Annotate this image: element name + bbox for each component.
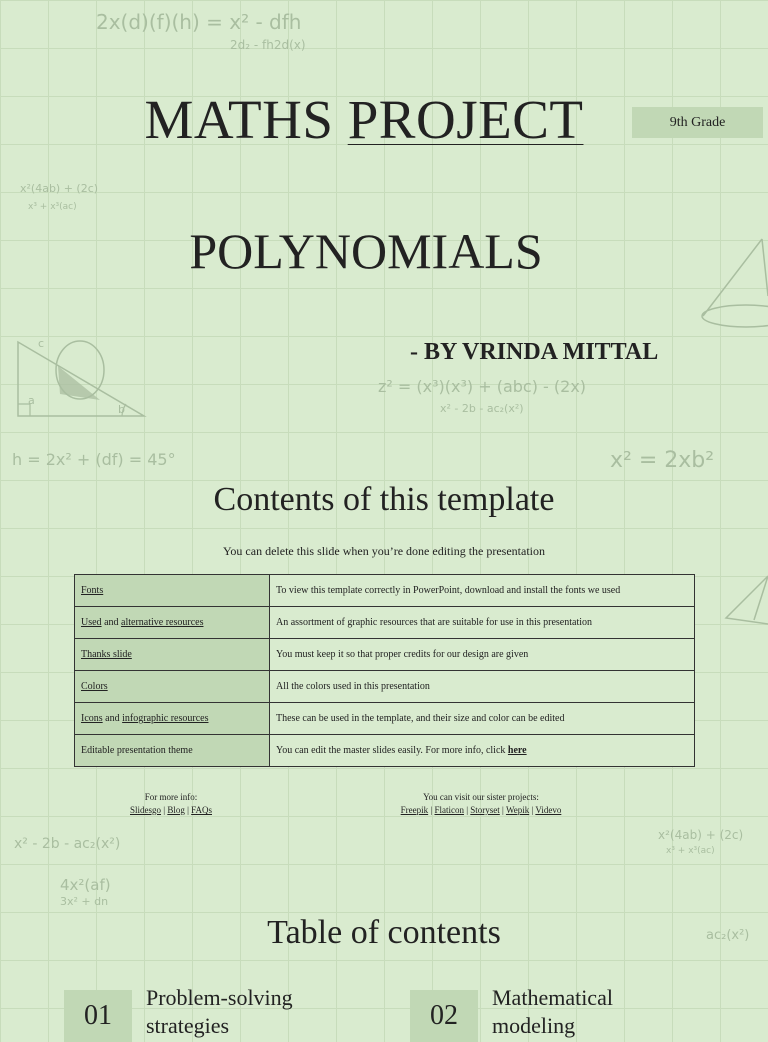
contents-item-link[interactable]: Thanks slide — [81, 649, 132, 660]
description-text: To view this template correctly in PowerPoint, download and install the fonts we used — [276, 585, 621, 596]
contents-row — [75, 735, 695, 767]
sister-link-videvo[interactable]: Videvo — [535, 805, 562, 815]
sister-link-flaticon[interactable]: Flaticon — [434, 805, 464, 815]
toc-title: Table of contents — [267, 914, 501, 951]
contents-row — [75, 671, 695, 703]
contents-row — [75, 575, 695, 607]
contents-item-name — [75, 607, 270, 639]
more-info-link-faqs[interactable]: FAQs — [191, 805, 212, 815]
author-line: - BY VRINDA MITTAL — [410, 339, 659, 365]
formula-decoration-left-denominator: x³ + x³(ac) — [28, 202, 77, 212]
sister-link-storyset[interactable]: Storyset — [470, 805, 500, 815]
description-text: You must keep it so that proper credits for our design are given — [276, 649, 529, 660]
contents-item-description — [270, 703, 695, 735]
page-title — [0, 88, 728, 151]
title-word-maths: MATHS — [144, 89, 334, 150]
contents-item-link[interactable]: alternative resources — [121, 617, 204, 628]
formula-decoration-bottom-left-2: 4x²(af) — [60, 876, 111, 894]
more-info-link-slidesgo[interactable]: Slidesgo — [130, 805, 162, 815]
formula-decoration-bottom-left-2-denominator: 3x² + dn — [60, 895, 109, 908]
more-info-block — [96, 791, 246, 817]
formula-decoration-left: x²(4ab) + (2c) — [20, 182, 99, 195]
more-info-label: For more info: — [144, 792, 198, 802]
contents-item-text: and — [102, 713, 123, 724]
sister-projects-label: You can visit our sister projects: — [423, 792, 539, 802]
description-text: All the colors used in this presentation — [276, 681, 430, 692]
formula-decoration-top: 2x(d)(f)(h) = x² - dfh — [96, 10, 302, 34]
title-word-project: PROJECT — [347, 89, 584, 150]
contents-row — [75, 607, 695, 639]
formula-decoration-right: x² = 2xb² — [610, 448, 715, 473]
contents-item-description — [270, 575, 695, 607]
contents-item-text: and — [101, 617, 122, 628]
contents-note: You can delete this slide when you’re done editing the presentation — [222, 544, 546, 558]
formula-decoration-middle-denominator: x² - 2b - ac₂(x²) — [440, 402, 524, 415]
description-text: An assortment of graphic resources that are suitable for use in this presentation — [276, 617, 593, 628]
link-separator: | — [529, 805, 536, 815]
toc-number-2: 02 — [410, 990, 478, 1042]
triangle-label-a: a — [28, 394, 35, 407]
description-text: You can edit the master slides easily. For more info, click — [276, 745, 508, 756]
contents-item-link[interactable]: Icons — [81, 713, 103, 724]
contents-item-link[interactable]: infographic resources — [122, 713, 209, 724]
contents-item-name — [75, 671, 270, 703]
triangle-label-b: b — [118, 403, 125, 416]
more-info-link-blog[interactable]: Blog — [167, 805, 185, 815]
formula-decoration-bottom-right-2: ac₂(x²) — [706, 928, 750, 943]
contents-item-name — [75, 735, 270, 767]
grade-badge: 9th Grade — [632, 107, 763, 138]
contents-row — [75, 703, 695, 735]
toc-item-label-1: Problem-solving strategies — [146, 985, 293, 1038]
triangle-drawing — [10, 336, 150, 422]
sister-projects-links — [356, 804, 606, 817]
contents-item-description — [270, 671, 695, 703]
formula-decoration-top-denominator: 2d₂ - fh2d(x) — [230, 38, 306, 52]
pyramid-drawing — [724, 574, 768, 628]
link-separator: | — [499, 805, 506, 815]
formula-decoration-bottom-left: x² - 2b - ac₂(x²) — [14, 836, 121, 852]
formula-decoration-middle: z² = (x³)(x³) + (abc) - (2x) — [378, 377, 587, 396]
link-separator: | — [428, 805, 435, 815]
sister-link-freepik[interactable]: Freepik — [400, 805, 429, 815]
description-text: These can be used in the template, and their size and color can be edited — [276, 713, 565, 724]
formula-decoration-bottom-right: x²(4ab) + (2c) — [658, 828, 744, 842]
contents-item-text: Editable presentation theme — [81, 745, 193, 756]
toc-item-label-2: Mathematical modeling — [492, 985, 613, 1038]
contents-item-name — [75, 639, 270, 671]
contents-item-name — [75, 703, 270, 735]
contents-item-description — [270, 607, 695, 639]
here-link[interactable]: here — [507, 745, 527, 756]
contents-row — [75, 639, 695, 671]
contents-table — [74, 574, 695, 767]
link-separator: | — [184, 805, 192, 815]
contents-item-link[interactable]: Colors — [81, 681, 108, 692]
contents-item-description — [270, 735, 695, 767]
triangle-label-c: c — [38, 337, 45, 350]
link-separator: | — [161, 805, 168, 815]
contents-title: Contents of this template — [213, 481, 555, 518]
contents-item-description — [270, 639, 695, 671]
more-info-links — [96, 804, 246, 817]
formula-decoration-h: h = 2x² + (df) = 45° — [12, 450, 176, 469]
contents-item-link[interactable]: Fonts — [81, 585, 104, 596]
sister-projects-block — [356, 791, 606, 817]
contents-item-name — [75, 575, 270, 607]
sister-link-wepik[interactable]: Wepik — [505, 805, 530, 815]
subtitle: POLYNOMIALS — [189, 223, 543, 279]
contents-item-link[interactable]: Used — [81, 617, 102, 628]
toc-number-1: 01 — [64, 990, 132, 1042]
link-separator: | — [463, 805, 471, 815]
formula-decoration-bottom-right-denominator: x³ + x³(ac) — [666, 846, 715, 856]
